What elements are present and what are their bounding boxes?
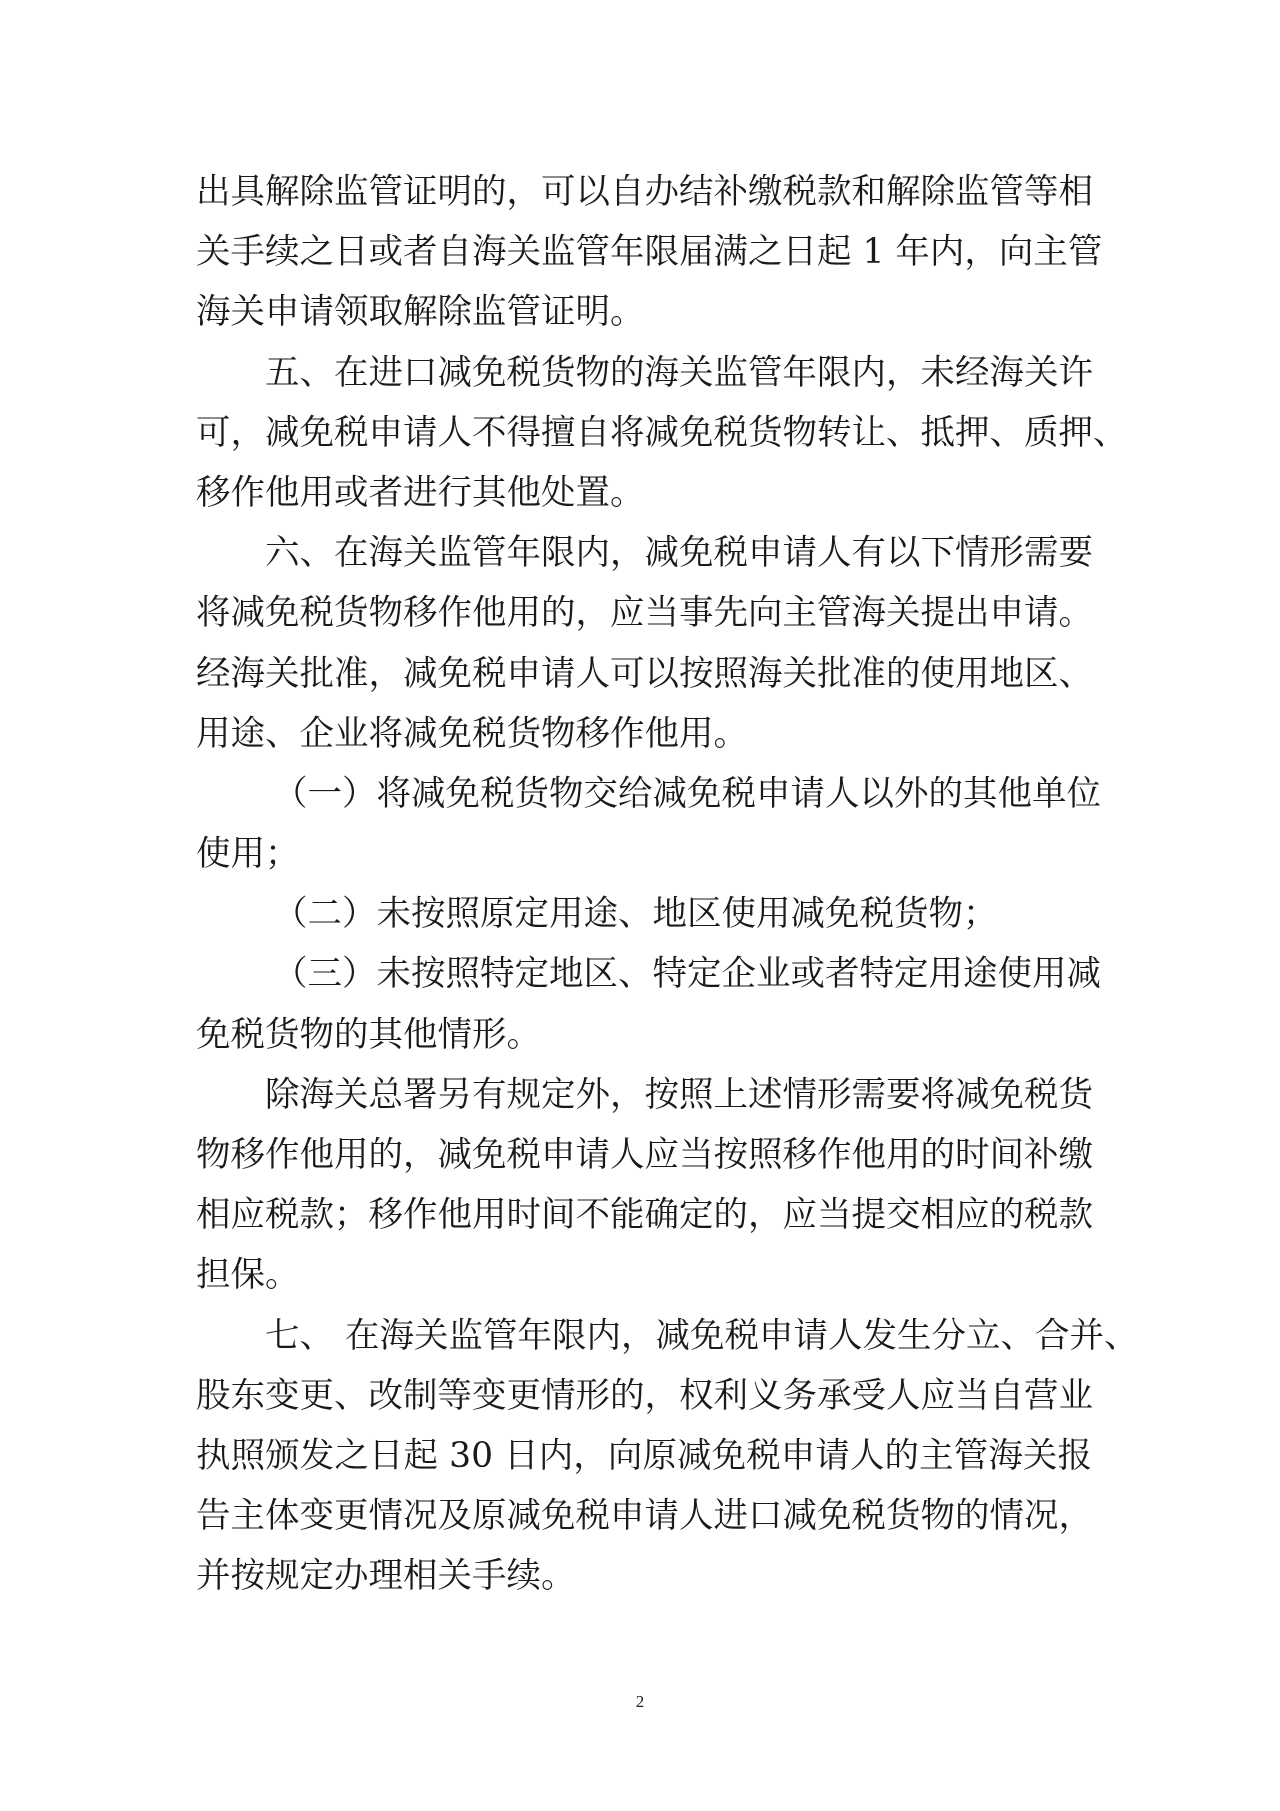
text-line: 海关申请领取解除监管证明。 xyxy=(196,292,645,333)
text-line: 出具解除监管证明的，可以自办结补缴税款和解除监管等相 xyxy=(196,172,1093,212)
document-body xyxy=(196,162,1139,1607)
text-line-list-item: （三）未按照特定地区、特定企业或者特定用途使用减 xyxy=(273,954,1101,995)
text-line: 物移作他用的，减免税申请人应当按照移作他用的时间补缴 xyxy=(196,1135,1093,1175)
text-line-list-item: （一）将减免税货物交给减免税申请人以外的其他单位 xyxy=(273,773,1101,814)
text-line: 可，减免税申请人不得擅自将减免税货物转让、抵押、质押、 xyxy=(196,412,1128,453)
text-line: 将减免税货物移作他用的，应当事先向主管海关提出申请。 xyxy=(196,593,1093,634)
text-line: 免税货物的其他情形。 xyxy=(196,1014,541,1055)
text-line: 移作他用或者进行其他处置。 xyxy=(196,472,645,513)
text-line: 使用； xyxy=(196,834,300,875)
text-line: 股东变更、改制等变更情形的，权利义务承受人应当自营业 xyxy=(196,1375,1093,1416)
text-line: 用途、企业将减免税货物移作他用。 xyxy=(196,713,748,754)
text-line: 担保。 xyxy=(196,1255,300,1296)
text-line-paragraph-start: 六、在海关监管年限内，减免税申请人有以下情形需要 xyxy=(265,533,1093,574)
text-line: 执照颁发之日起 30 日内，向原减免税申请人的主管海关报 xyxy=(196,1435,1092,1476)
page-number: 2 xyxy=(635,1692,645,1711)
text-line: 并按规定办理相关手续。 xyxy=(196,1556,576,1597)
text-line: 关手续之日或者自海关监管年限届满之日起 1 年内，向主管 xyxy=(196,232,1103,273)
text-line-paragraph-start: 五、在进口减免税货物的海关监管年限内，未经海关许 xyxy=(265,352,1093,393)
text-line: 相应税款；移作他用时间不能确定的，应当提交相应的税款 xyxy=(196,1195,1093,1236)
text-line: 经海关批准，减免税申请人可以按照海关批准的使用地区、 xyxy=(196,653,1093,694)
text-line-paragraph-start: 七、 在海关监管年限内，减免税申请人发生分立、合并、 xyxy=(265,1315,1139,1356)
text-line-list-item: （二）未按照原定用途、地区使用减免税货物； xyxy=(273,894,998,935)
text-line-paragraph-start: 除海关总署另有规定外，按照上述情形需要将减免税货 xyxy=(265,1074,1093,1115)
text-line: 告主体变更情况及原减免税申请人进口减免税货物的情况， xyxy=(196,1496,1093,1537)
